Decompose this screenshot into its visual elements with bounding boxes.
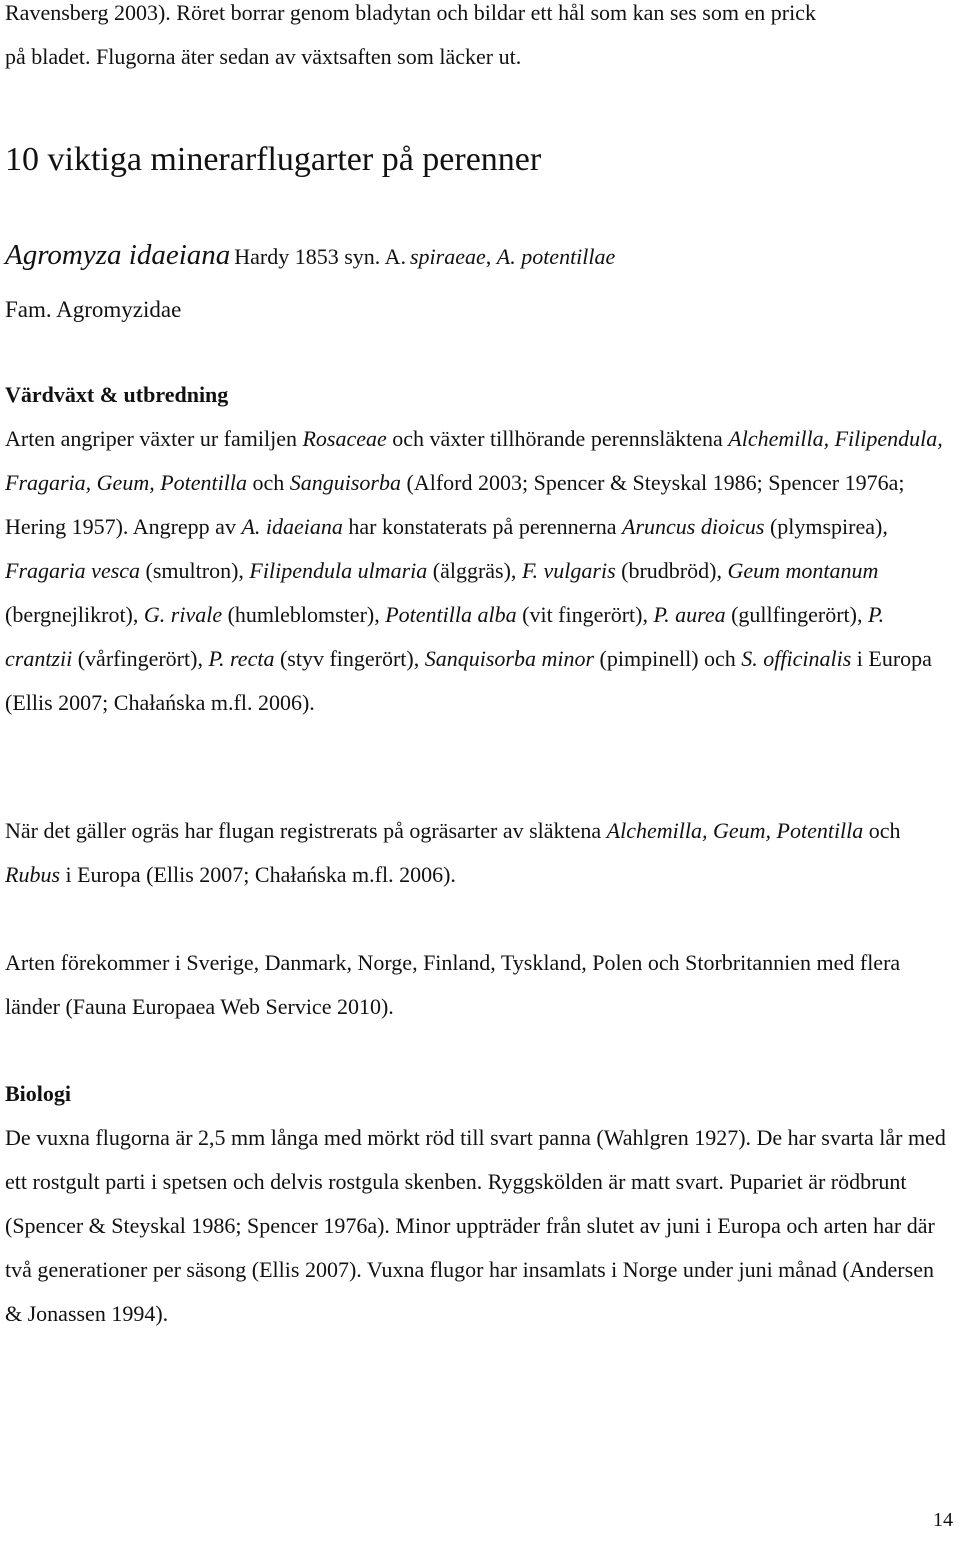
biology-section-title: Biologi [5,1081,72,1106]
intro-line: Ravensberg 2003). Röret borrar genom bladytan och bildar ett hål som kan ses som en prick [5,0,816,25]
text-run: Arten angriper växter ur familjen [5,426,303,451]
text-run: i Europa (Ellis 2007; Chałańska m.fl. 2006). [5,646,932,715]
separator: , [485,244,497,269]
host-paragraph [5,417,955,725]
text-run: (pimpinell) och [594,646,742,671]
taxon: P. crantzii [5,602,885,671]
host-section-title: Värdväxt & utbredning [5,382,229,407]
taxon: Aruncus dioicus [622,514,765,539]
text-run: och [863,818,901,843]
synonym: spiraeae [409,244,486,269]
species-name-line [5,239,615,272]
text-run: (vårfingerört), [72,646,209,671]
text-run: i Europa (Ellis 2007; Chałańska m.fl. 2006). [60,862,456,887]
taxon: P. recta [208,646,275,671]
text-run: (styv fingerört), [274,646,425,671]
section-heading: 10 viktiga minerarflugarter på perenner [5,141,542,178]
family-name: Fam. Agromyzidae [5,297,182,322]
text-run: (Alford 2003; Spencer & Steyskal 1986; Spencer 1976a; Hering 1957). Angrepp av [5,470,905,539]
text-run: (bergnejlikrot), [5,602,144,627]
text-run: (gullfingerört), [725,602,868,627]
text-run: (vit fingerört), [516,602,654,627]
species-author: Hardy 1853 syn. A. [234,244,406,269]
text-run: och växter tillhörande perennsläktena [386,426,729,451]
text-run: har konstaterats på perennerna [342,514,623,539]
text-run: (älggräs), [427,558,522,583]
text-run: och [246,470,290,495]
text-run: (smultron), [140,558,250,583]
text-run: (brudbröd), [615,558,728,583]
biology-paragraph: De vuxna flugorna är 2,5 mm långa med mörkt röd till svart panna (Wahlgren 1927). De har svarta lår med ett rostgult parti i spetsen och delvis rostgula skenben. Ryggskölden är matt svart. Pupariet är rödbrunt (Spencer & Steyskal 1986; Spencer 1976a). Minor uppträder från slutet av juni i Europa och arten har där två generationer per säsong (Ellis 2007). Vuxna flugor har insamlats i Norge under juni månad (Andersen & Jonassen 1994). [5,1125,946,1326]
text-run: När det gäller ogräs har flugan registrerats på ogräsarter av släktena [5,818,607,843]
taxon: Sanquisorba minor [424,646,595,671]
taxon: Alchemilla, Geum, Potentilla [606,818,864,843]
taxon: S. officinalis [741,646,852,671]
taxon: F. vulgaris [521,558,616,583]
taxon: Filipendula ulmaria [249,558,428,583]
page-number: 14 [933,1509,953,1531]
taxon: Geum montanum [727,558,879,583]
taxon: A. idaeiana [241,514,343,539]
taxon: Sanguisorba [289,470,401,495]
species-name: Agromyza idaeiana [5,239,231,271]
intro-line: på bladet. Flugorna äter sedan av växtsaften som läcker ut. [5,44,522,69]
taxon: Alchemilla, Filipendula, Fragaria, Geum, Potentilla [5,426,943,495]
taxon: Rosaceae [302,426,387,451]
weed-paragraph [5,809,955,897]
taxon: Rubus [5,862,60,887]
intro-paragraph [5,0,955,79]
taxon: Potentilla alba [385,602,517,627]
taxon: G. rivale [143,602,223,627]
text-run: (humleblomster), [222,602,386,627]
taxon: P. aurea [653,602,726,627]
text-run: (plymspirea), [764,514,888,539]
taxon: Fragaria vesca [5,558,141,583]
distribution-paragraph: Arten förekommer i Sverige, Danmark, Norge, Finland, Tyskland, Polen och Storbritannien med flera länder (Fauna Europaea Web Service 2010). [5,950,901,1019]
synonym: A. potentillae [496,244,616,269]
